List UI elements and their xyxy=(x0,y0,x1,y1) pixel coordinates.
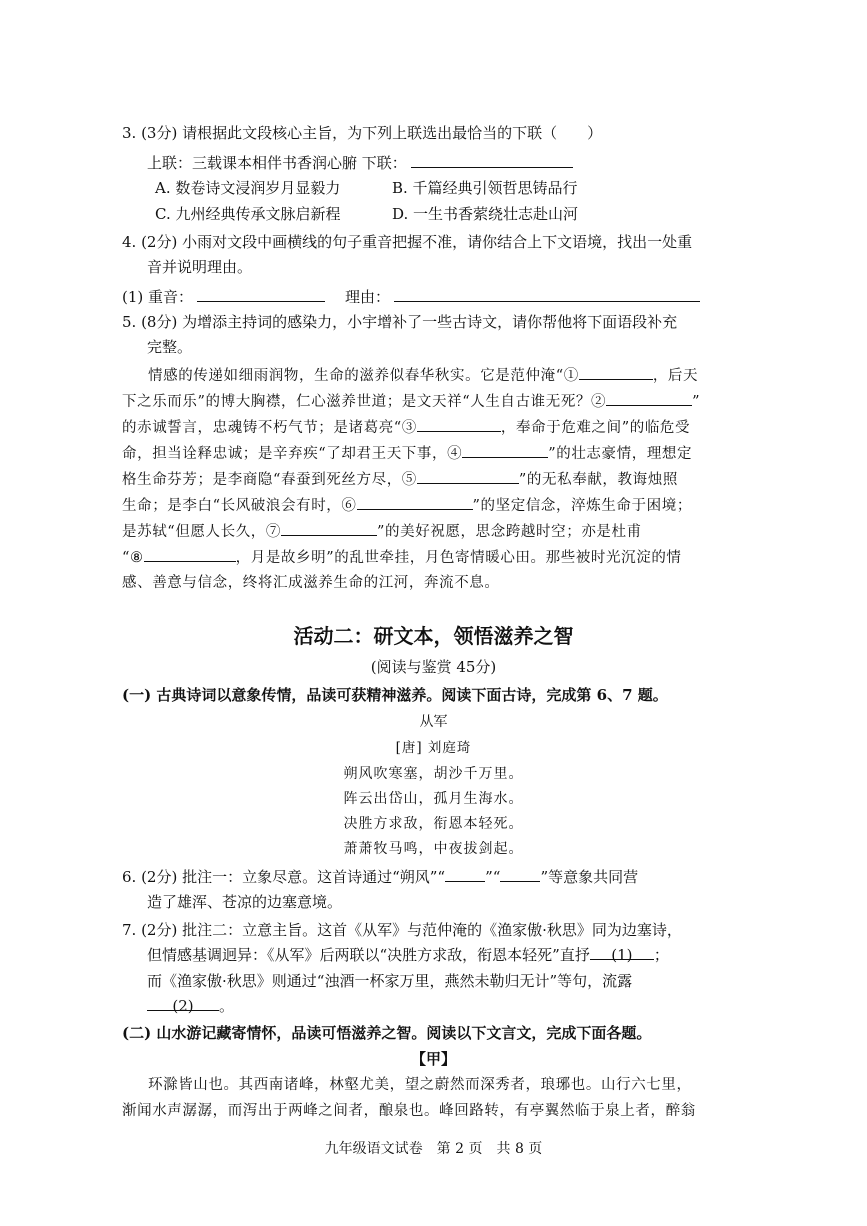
poem-line-3: 决胜方求敌，衔恩本轻死。 xyxy=(343,816,524,832)
q6-line2: 造了雄浑、苍凉的边塞意境。 xyxy=(147,893,343,911)
q5-passage-line7 xyxy=(122,520,642,543)
q4-reason-label: 理由： xyxy=(345,288,391,306)
q3-answer-line[interactable] xyxy=(411,151,573,168)
q5-passage-line9: 感、善意与信念，终将汇成滋养生命的江河，奔流不息。 xyxy=(122,575,500,591)
q4-stem-line1: 4. (2分) 小雨对文段中画横线的句子重音把握不准，请你结合上下文语境，找出一处重 xyxy=(122,233,693,251)
q4-reason-line[interactable] xyxy=(394,285,700,302)
activity2-subtitle: (阅读与鉴赏 45分) xyxy=(370,658,497,676)
q7-text: 。 xyxy=(219,997,235,1015)
q4-stress-label: (1) 重音： xyxy=(122,288,194,306)
q5-text: ”的壮志豪情，理想定 xyxy=(548,446,693,462)
q3-option-a[interactable]: A. 数卷诗文浸润岁月显毅力 xyxy=(155,179,341,197)
q5-text: 是苏轼“但愿人长久，⑦ xyxy=(122,524,282,540)
q5-blank-8[interactable] xyxy=(144,546,236,562)
q5-stem-line2: 完整。 xyxy=(147,338,193,356)
q4-stem-line2: 音并说明理由。 xyxy=(147,258,253,276)
q5-text: 情感的传递如细雨润物，生命的滋养似春华秋实。它是范仲淹“① xyxy=(148,368,579,384)
q7-line2 xyxy=(147,944,669,966)
q5-text: ” xyxy=(692,394,701,410)
q6-line1 xyxy=(122,866,638,888)
q5-blank-1[interactable] xyxy=(579,364,653,380)
activity2-title: 活动二：研文本，领悟滋养之智 xyxy=(293,624,574,648)
q7-line1: 7. (2分) 批注二：立意主旨。这首《从军》与范仲淹的《渔家傲·秋思》同为边塞诗， xyxy=(122,921,682,939)
classical-text-line2: 渐闻水声潺潺，而泻出于两峰之间者，酿泉也。峰回路转，有亭翼然临于泉上者，醉翁 xyxy=(122,1103,696,1119)
q5-text: 格生命芬芳；是李商隐“春蚕到死丝方尽，⑤ xyxy=(122,472,417,488)
q5-text: 生命；是李白“长风破浪会有时，⑥ xyxy=(122,498,357,514)
q7-blank-2[interactable]: (2) xyxy=(147,995,219,1011)
q5-text: 下之乐而乐”的博大胸襟，仁心滋养世道；是文天祥“人生自古谁无死？② xyxy=(122,394,607,410)
q5-passage-line4 xyxy=(122,442,692,465)
q6-text: ”“ xyxy=(485,868,501,886)
q3-option-b[interactable]: B. 千篇经典引领哲思铸品行 xyxy=(392,179,578,197)
q5-passage-line3 xyxy=(122,416,690,439)
q5-text: ”的无私奉献，教诲烛照 xyxy=(518,472,678,488)
q5-blank-3[interactable] xyxy=(417,416,501,432)
poem-line-4: 萧萧牧马鸣，中夜拔剑起。 xyxy=(343,841,524,857)
poem-title: 从军 xyxy=(419,714,448,730)
part2-heading: (二) 山水游记藏寄情怀，品读可悟滋养之智。阅读以下文言文，完成下面各题。 xyxy=(122,1024,652,1042)
q5-blank-5[interactable] xyxy=(417,468,519,484)
q5-text: ，月是故乡明”的乱世牵挂，月色寄情暖心田。那些被时光沉淀的情 xyxy=(235,550,682,566)
q5-text: ”的美好祝愿，思念跨越时空；亦是杜甫 xyxy=(377,524,642,540)
classical-text-line1: 环滁皆山也。其西南诸峰，林壑尤美，望之蔚然而深秀者，琅琊也。山行六七里， xyxy=(148,1077,692,1093)
q3-couplet-text: 上联：三载课本相伴书香润心腑 下联： xyxy=(147,154,407,172)
q5-text: “⑧ xyxy=(122,550,144,566)
q5-blank-2[interactable] xyxy=(606,390,692,406)
q4-sub1 xyxy=(122,285,704,308)
q5-text: 命，担当诠释忠诚；是辛弃疾“了却君王天下事，④ xyxy=(122,446,463,462)
q6-text: ”等意象共同营 xyxy=(540,868,639,886)
text-label-jia: 【甲】 xyxy=(410,1050,456,1068)
q3-stem: 3. (3分) 请根据此文段核心主旨，为下列上联选出最恰当的下联（ ） xyxy=(122,124,603,142)
poem-line-2: 阵云出岱山，孤月生海水。 xyxy=(343,791,524,807)
q5-passage-line1 xyxy=(148,364,698,387)
q7-line4 xyxy=(147,995,234,1017)
q5-blank-7[interactable] xyxy=(281,520,377,536)
q5-text: ，后天 xyxy=(652,368,699,384)
q5-text: ，奉命于危难之间”的临危受 xyxy=(500,420,691,436)
q6-blank-1[interactable] xyxy=(445,866,485,882)
poem-line-1: 朔风吹寒塞，胡沙千万里。 xyxy=(343,766,524,782)
q6-text: 6. (2分) 批注一：立象尽意。这首诗通过“朔风”“ xyxy=(122,868,446,886)
q5-blank-4[interactable] xyxy=(462,442,548,458)
q5-text: 的赤诚誓言，忠魂铸不朽气节；是诸葛亮“③ xyxy=(122,420,417,436)
q6-blank-2[interactable] xyxy=(500,866,540,882)
q5-blank-6[interactable] xyxy=(357,494,473,510)
q5-passage-line2 xyxy=(122,390,700,413)
q5-passage-line6 xyxy=(122,494,692,517)
q3-couplet xyxy=(147,151,577,174)
page-footer: 九年级语文试卷 第 2 页 共 8 页 xyxy=(324,1141,543,1157)
q5-passage-line5 xyxy=(122,468,678,491)
q5-stem-line1: 5. (8分) 为增添主持词的感染力，小宇增补了一些古诗文，请你帮他将下面语段补充 xyxy=(122,313,678,331)
q7-text: ； xyxy=(653,946,669,964)
poem-author: [唐] 刘庭琦 xyxy=(395,740,472,756)
part1-heading: (一) 古典诗词以意象传情，品读可获精神滋养。阅读下面古诗，完成第 6、7 题。 xyxy=(122,686,668,704)
q5-passage-line8 xyxy=(122,546,682,569)
q7-text: 但情感基调迥异：《从军》后两联以“决胜方求敌，衔恩本轻死”直抒 xyxy=(147,946,590,964)
q7-line3: 而《渔家傲·秋思》则通过“浊酒一杯家万里，燕然未勒归无计”等句，流露 xyxy=(147,972,633,990)
q5-text: ”的坚定信念，淬炼生命于困境； xyxy=(472,498,692,514)
q4-stress-line[interactable] xyxy=(197,285,325,302)
q3-option-d[interactable]: D. 一生书香萦绕壮志赴山河 xyxy=(392,205,579,223)
q3-option-c[interactable]: C. 九州经典传承文脉启新程 xyxy=(155,205,341,223)
q7-blank-1[interactable]: (1) xyxy=(590,944,654,960)
